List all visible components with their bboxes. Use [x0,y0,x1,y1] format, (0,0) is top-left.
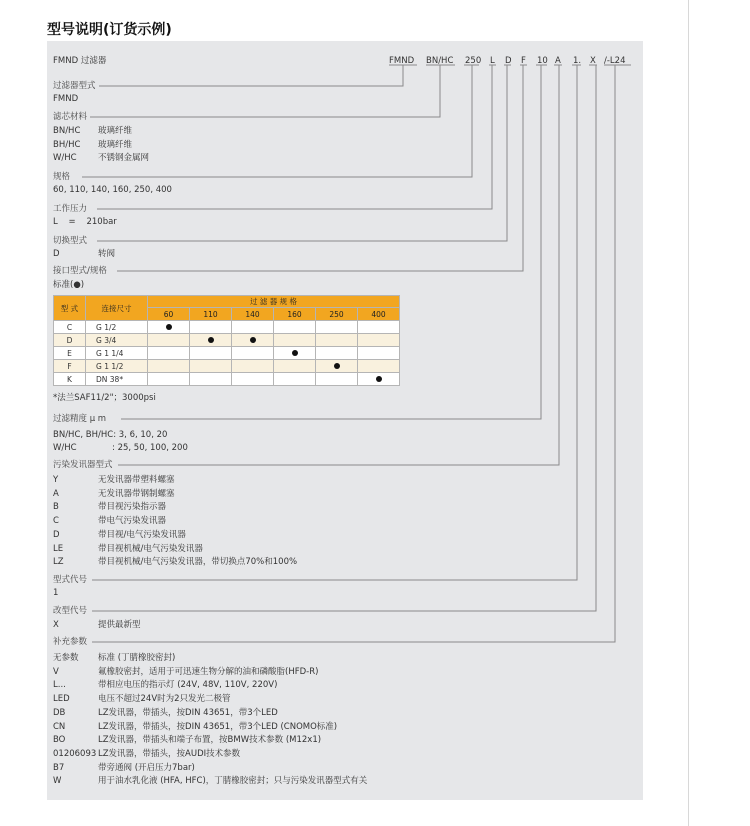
table-cell-size [316,321,358,334]
supplementary-desc: LZ发讯器，带插头，按AUDI技术参数 [98,748,241,759]
table-size-header: 110 [190,308,232,321]
indicator-desc: 带目视/电气污染发讯器 [98,529,186,540]
valve-heading: 切换型式 [53,236,88,246]
supplementary-code: CN [53,721,66,732]
indicator-code: C [53,516,59,527]
indicator-desc: 带电气污染发讯器 [98,516,167,527]
code-part-pressure: L [490,56,495,66]
supplementary-desc: 带相应电压的指示灯 (24V, 48V, 110V, 220V) [98,680,278,691]
supplementary-code: 01206093 [53,748,97,759]
supplementary-desc: LZ发讯器，带插头，按DIN 43651，带3个LED (CNOMO标准) [98,721,338,732]
media-desc: 玻璃纤维 [98,126,133,136]
fineness-heading: 过滤精度 μ m [53,414,107,424]
table-cell-connection: DN 38* [86,373,148,386]
media-code: BH/HC [53,140,81,150]
type-no-heading: 型式代号 [53,575,88,585]
indicator-desc: 带目视机械/电气污染发讯器 [98,543,203,554]
table-cell-size [148,321,190,334]
table-cell-size [358,360,400,373]
pressure-heading: 工作压力 [53,204,88,214]
table-cell-size [274,373,316,386]
table-cell-size [190,360,232,373]
indicator-code: B [53,502,59,513]
indicator-code: D [53,529,60,540]
table-header-type: 型 式 [54,296,86,321]
indicator-code: LE [53,543,64,554]
table-cell-size [148,373,190,386]
table-cell-size [190,347,232,360]
supplementary-code: DB [53,707,66,718]
media-heading: 滤芯材料 [53,112,88,122]
indicator-heading: 污染发讯器型式 [53,460,113,470]
table-cell-size [358,373,400,386]
table-cell-size [232,373,274,386]
table-row [54,347,400,360]
table-cell-size [316,373,358,386]
interface-heading: 接口型式/规格 [53,266,107,276]
modification-code: X [53,620,59,630]
supplementary-desc: 氟橡胶密封，适用于可迅速生物分解的油和磷酸脂(HFD-R) [98,666,319,677]
code-part-fineness: 10 [537,56,548,66]
code-part-indicator: A [555,56,561,66]
supplementary-desc: 带旁通阀 (开启压力7bar) [98,762,195,773]
fineness-code: W/HC [53,443,77,453]
supplementary-code: BO [53,735,66,746]
table-size-header: 140 [232,308,274,321]
supplementary-desc: LZ发讯器，带插头和端子布置，按BMW技术参数 (M12x1) [98,735,322,746]
table-cell-type: C [54,321,86,334]
supplementary-heading: 补充参数 [53,637,88,647]
code-part-supplementary: /-L24 [604,56,626,66]
code-part-size: 250 [465,56,482,66]
table-size-header: 60 [148,308,190,321]
supplementary-code: 无参数 [53,653,79,663]
valve-code: D [53,249,60,259]
standard-dot-icon [292,350,298,356]
code-part-media: BN/HC [426,56,454,66]
table-cell-size [190,334,232,347]
code-part-valve: D [505,56,512,66]
indicator-code: A [53,488,59,499]
page-title: 型号说明(订货示例) [47,22,172,38]
table-cell-size [148,360,190,373]
table-cell-size [274,347,316,360]
table-size-header: 160 [274,308,316,321]
table-row [54,321,400,334]
table-size-header: 400 [358,308,400,321]
supplementary-code: LED [53,694,70,705]
valve-desc: 转阀 [98,249,116,259]
table-cell-connection: G 1/2 [86,321,148,334]
filter-type-code: FMND [53,94,79,104]
supplementary-desc: 电压不超过24V时为2只发光二极管 [98,694,231,705]
media-code: W/HC [53,153,77,163]
table-cell-size [232,347,274,360]
code-part-series: FMND [389,56,415,66]
standard-dot-icon [208,337,214,343]
type-no-value: 1 [53,588,59,598]
media-desc: 玻璃纤维 [98,140,133,150]
standard-dot-icon [166,324,172,330]
table-cell-size [190,321,232,334]
table-cell-size [232,334,274,347]
table-cell-size [358,334,400,347]
supplementary-code: V [53,666,59,677]
modification-heading: 改型代号 [53,606,88,616]
table-row [54,360,400,373]
table-cell-size [316,360,358,373]
table-cell-connection: G 3/4 [86,334,148,347]
table-cell-size [148,347,190,360]
table-cell-size [232,321,274,334]
table-cell-size [274,321,316,334]
product-name: FMND 过滤器 [53,56,107,66]
table-cell-size [274,334,316,347]
supplementary-desc: 用于油水乳化液 (HFA, HFC)，丁腈橡胶密封；只与污染发讯器型式有关 [98,776,368,787]
interface-standard-note: 标准(●) [53,280,85,290]
standard-dot-icon [250,337,256,343]
table-row [54,334,400,347]
standard-dot-icon [376,376,382,382]
table-header-sizes: 过 滤 器 规 格 [148,296,400,308]
table-cell-type: D [54,334,86,347]
table-cell-connection: G 1 1/2 [86,360,148,373]
table-cell-size [274,360,316,373]
table-note: *法兰SAF11/2"；3000psi [53,393,156,403]
table-cell-size [316,347,358,360]
size-heading: 规格 [53,172,71,182]
indicator-code: LZ [53,557,64,568]
table-row [54,373,400,386]
indicator-desc: 无发讯器带钢制螺塞 [98,488,175,499]
code-part-modification: X [590,56,596,66]
indicator-desc: 无发讯器带塑料螺塞 [98,475,175,485]
table-cell-type: K [54,373,86,386]
media-desc: 不锈钢金属网 [98,153,150,163]
fineness-values: : 25, 50, 100, 200 [112,443,188,453]
size-values: 60, 110, 140, 160, 250, 400 [53,185,172,195]
media-code: BN/HC [53,126,81,136]
interface-table [53,295,400,386]
indicator-desc: 带目视污染指示器 [98,502,167,513]
table-cell-connection: G 1 1/4 [86,347,148,360]
indicator-desc: 带目视机械/电气污染发讯器，带切换点70%和100% [98,557,298,568]
table-cell-size [232,360,274,373]
table-cell-size [358,347,400,360]
table-cell-type: E [54,347,86,360]
modification-desc: 提供最新型 [98,620,141,630]
page-divider-line [688,0,689,826]
supplementary-code: L... [53,680,66,691]
table-cell-size [358,321,400,334]
standard-dot-icon [334,363,340,369]
supplementary-desc: 标准 (丁腈橡胶密封) [98,653,176,663]
pressure-value: L = 210bar [53,217,117,227]
supplementary-desc: LZ发讯器，带插头，按DIN 43651，带3个LED [98,707,278,718]
code-part-type-no: 1. [573,56,582,66]
fineness-row: BN/HC, BH/HC: 3, 6, 10, 20 [53,430,168,440]
table-size-header: 250 [316,308,358,321]
supplementary-code: B7 [53,762,65,773]
supplementary-code: W [53,776,62,787]
table-cell-size [316,334,358,347]
table-cell-size [190,373,232,386]
table-cell-type: F [54,360,86,373]
indicator-code: Y [53,475,59,485]
code-part-interface: F [521,56,526,66]
table-cell-size [148,334,190,347]
filter-type-heading: 过滤器型式 [53,81,96,91]
table-header-connection: 连接尺寸 [86,296,148,321]
